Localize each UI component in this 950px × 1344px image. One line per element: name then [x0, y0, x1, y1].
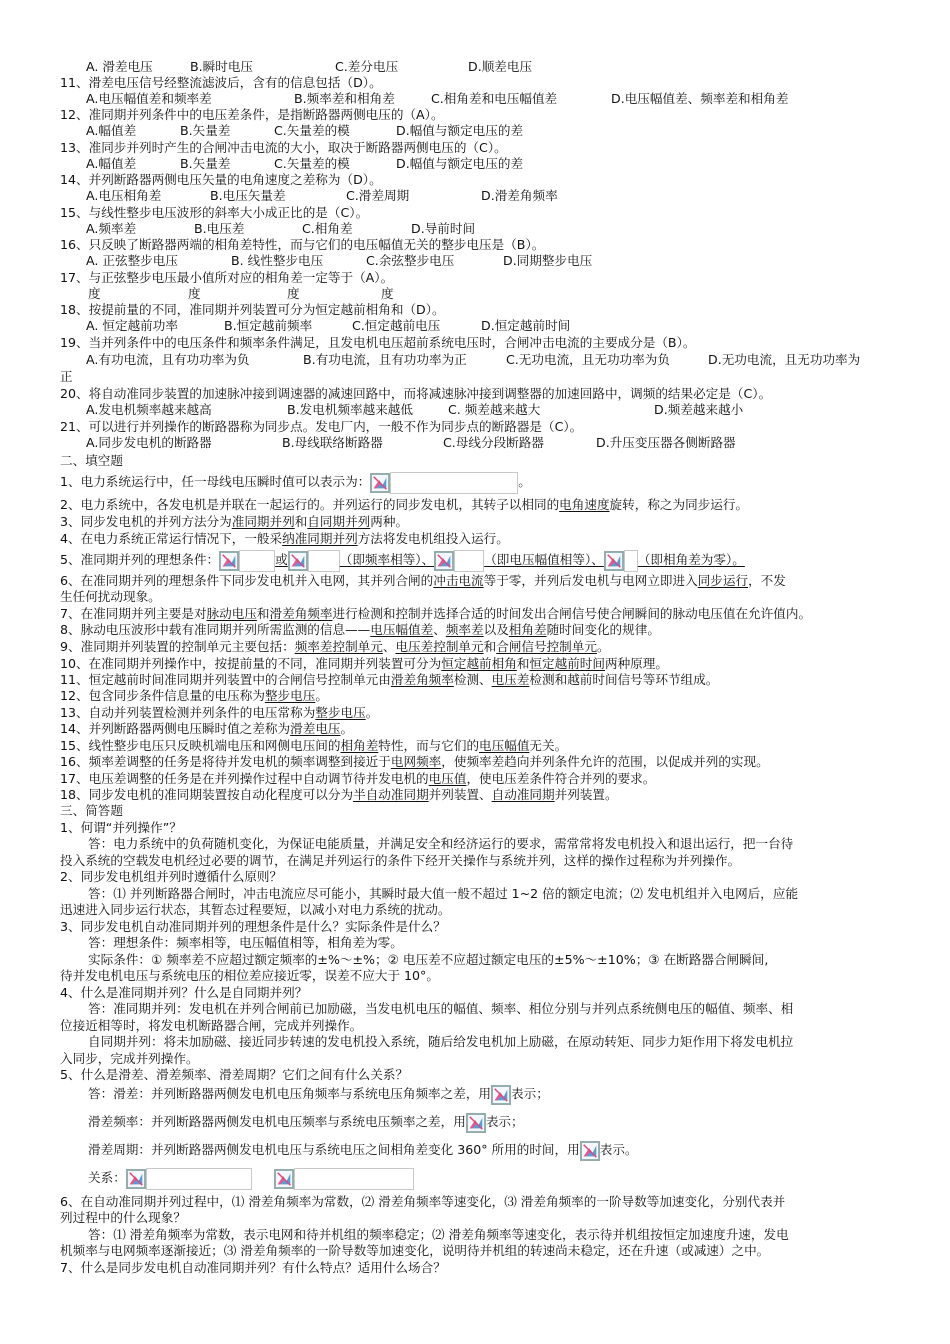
fill-3-answer-1: 准同期并列 [231, 514, 295, 529]
qa-5-relation: 关系： [88, 1164, 414, 1192]
q19-text: 19、当并列条件中的电压条件和频率条件满足，且发电机电压超前系统电压时，合闸冲击电流的主要成分是（B）。 [60, 335, 696, 350]
qa-5-answer-1: 答：滑差：并列断路器两侧发电机电压角频率与系统电压角频率之差，用 表示； [88, 1080, 549, 1108]
q17-option-c: 度 [287, 286, 300, 301]
fill-2: 2、电力系统中，各发电机是并联在一起运行的。并列运行的同步发电机，其转子以相同的电角速度旋转，称之为同步运行。 [60, 497, 749, 512]
q16-text: 16、只反映了断路器两端的相角差特性，而与它们的电压幅值无关的整步电压是（B）。 [60, 237, 545, 252]
q12-text: 12、准同期并列条件中的电压差条件，是指断路器两侧电压的（A）。 [60, 107, 444, 122]
qa-5-question: 5、什么是滑差、滑差频率、滑差周期？它们之间有什么关系？ [60, 1067, 409, 1082]
formula-box [308, 550, 340, 572]
q15-option-c: C.相角差 [302, 221, 353, 236]
broken-image-icon [274, 1169, 294, 1189]
q15-option-d: D.导前时间 [411, 221, 476, 236]
q13-option-a: A.幅值差 [86, 156, 137, 171]
q12-option-c: C.矢量差的模 [274, 123, 350, 138]
q10-option-b: B.瞬时电压 [190, 59, 254, 74]
q11-option-b: B.频率差和相角差 [294, 91, 395, 106]
q16-option-a: A. 正弦整步电压 [86, 253, 178, 268]
q16-option-c: C.余弦整步电压 [366, 253, 455, 268]
fill-5-answer-3: （即相角差为零）。 [637, 552, 745, 567]
q18-option-d: D.恒定越前时间 [481, 318, 571, 333]
fill-3-answer-2: 自同期并列 [307, 514, 371, 529]
qa-4-answer: 答：准同期并列：发电机在并列合闸前已加励磁，当发电机电压的幅值、频率、相位分别与并列点系统侧电压的幅值、频率、相 [88, 1001, 794, 1016]
qa-3-answer: 答：理想条件：频率相等，电压幅值相等，相角差为零。 [88, 935, 403, 950]
qa-4-question: 4、什么是准同期并列？什么是自同期并列？ [60, 985, 308, 1000]
q15-text: 15、与线性整步电压波形的斜率大小成正比的是（C）。 [60, 205, 369, 220]
q17-option-a: 度 [88, 286, 101, 301]
q13-option-c: C.矢量差的模 [274, 156, 350, 171]
fill-7-answer-1: 脉动电压 [206, 606, 257, 621]
fill-17: 17、电压差调整的任务是在并列操作过程中自动调节待并发电机的电压值，使电压差条件符合并列的要求。 [60, 771, 656, 786]
q18-option-c: C.恒定越前电压 [352, 318, 441, 333]
q11-option-d: D.电压幅值差、频率差和相角差 [611, 91, 789, 106]
fill-15: 15、线性整步电压只反映机端电压和网侧电压间的相角差特性，而与它们的电压幅值无关。 [60, 738, 568, 753]
fill-7: 7、在准同期并列主要是对脉动电压和滑差角频率进行检测和控制并选择合适的时间发出合闸信号使合闸瞬间的脉动电压值在允许值内。 [60, 606, 812, 621]
q20-option-c: C. 频差越来越大 [448, 402, 541, 417]
q20-text: 20、将自动准同步装置的加速脉冲接到调速器的减速回路中，而将减速脉冲接到调整器的加速回路中，调频的结果必定是（C）。 [60, 386, 772, 401]
q10-option-a: A. 滑差电压 [86, 59, 153, 74]
q20-option-b: B.发电机频率越来越低 [287, 402, 413, 417]
q20-option-a: A.发电机频率越来越高 [86, 402, 212, 417]
q19-option-d: D.无功电流，且无功功率为 [708, 352, 861, 367]
q20-option-d: D.频差越来越小 [654, 402, 744, 417]
fill-1-end: 。 [518, 474, 531, 489]
q17-option-d: 度 [381, 286, 394, 301]
q19-option-d-tail: 正 [60, 369, 73, 384]
q12-option-b: B.矢量差 [180, 123, 231, 138]
q14-option-a: A.电压相角差 [86, 188, 162, 203]
q21-option-b: B.母线联络断路器 [282, 435, 383, 450]
q17-text: 17、与正弦整步电压最小值所对应的相角差一定等于（A）。 [60, 270, 394, 285]
q13-text: 13、准同步并列时产生的合闸冲击电流的大小，取决于断路器两侧电压的（C）。 [60, 140, 507, 155]
q21-option-d: D.升压变压器各侧断路器 [596, 435, 736, 450]
fill-12: 12、包含同步条件信息量的电压称为整步电压。 [60, 688, 328, 703]
formula-box [146, 1168, 252, 1190]
fill-16: 16、频率差调整的任务是将待并发电机的频率调整到接近于电网频率，使频率差趋向并列条件允许的范围，以促成并列的实现。 [60, 754, 769, 769]
qa-6-answer: 答：⑴ 滑差角频率为常数，表示电网和待并机组的频率稳定；⑵ 滑差角频率等速变化，表示待并机组按恒定加速度升速，发电 [88, 1227, 789, 1242]
fill-18: 18、同步发电机的准同期装置按自动化程度可以分为半自动准同期并列装置、自动准同期并列装置。 [60, 787, 618, 802]
fill-1 [60, 470, 531, 494]
fill-13: 13、自动并列装置检测并列条件的电压常称为整步电压。 [60, 705, 379, 720]
broken-image-icon [491, 1085, 511, 1105]
q14-option-c: C.滑差周期 [346, 188, 410, 203]
q21-text: 21、可以进行并列操作的断路器称为同步点。发电厂内，一般不作为同步点的断路器是（C）。 [60, 419, 583, 434]
fill-3: 3、同步发电机的并列方法分为准同期并列和自同期并列两种。 [60, 514, 409, 529]
q19-option-c: C.无功电流，且无功功率为负 [506, 352, 670, 367]
q13-option-d: D.幅值与额定电压的差 [396, 156, 524, 171]
q10-option-c: C.差分电压 [335, 59, 399, 74]
q11-text: 11、滑差电压信号经整流滤波后，含有的信息包括（D）。 [60, 75, 382, 90]
qa-4-answer-4: 入同步，完成并列操作。 [60, 1051, 199, 1066]
q19-option-a: A.有功电流，且有功功率为负 [86, 352, 250, 367]
q13-option-b: B.矢量差 [180, 156, 231, 171]
qa-4-answer-3: 自同期并列：将未加励磁、接近同步转速的发电机投入系统，随后给发电机加上励磁，在原动转矩、同步力矩作用下将发电机拉 [88, 1034, 794, 1049]
q17-option-b: 度 [188, 286, 201, 301]
formula-box [294, 1168, 414, 1190]
formula-box [390, 472, 518, 494]
q11-option-a: A.电压幅值差和频率差 [86, 91, 212, 106]
q12-option-d: D.幅值与额定电压的差 [396, 123, 524, 138]
fill-10: 10、在准同期并列操作中，按提前量的不同，准同期并列装置可分为恒定越前相角和恒定越前时间两种原理。 [60, 656, 668, 671]
section-header-fill: 二、填空题 [60, 453, 123, 468]
broken-image-icon [466, 1113, 486, 1133]
q14-option-d: D.滑差角频率 [481, 188, 558, 203]
qa-3-answer-3: 待并发电机电压与系统电压的相位差应接近零，误差不应大于 10°。 [60, 968, 439, 983]
qa-5-answer-3: 滑差周期：并列断路器两侧发电机电压与系统电压之间相角差变化 360° 所用的时间，用 表示。 [88, 1136, 638, 1164]
q18-option-a: A. 恒定越前功率 [86, 318, 178, 333]
broken-image-icon [126, 1169, 146, 1189]
fill-4: 4、在电力系统正常运行情况下，一般采纳准同期并列方法将发电机组投入运行。 [60, 531, 509, 546]
fill-11: 11、恒定越前时间准同期并列装置中的合闸信号控制单元由滑差角频率检测、电压差检测和越前时间信号等环节组成。 [60, 672, 719, 687]
fill-4-answer: 纳准同期并列 [282, 531, 358, 546]
q15-option-a: A.频率差 [86, 221, 137, 236]
qa-7-question: 7、什么是同步发电机自动准同期并列？有什么特点？适用什么场合？ [60, 1260, 446, 1275]
qa-6-answer-cont: 机频率与电网频率逐渐接近；⑶ 滑差角频率的一阶导数等加速变化，说明待并机组的转速尚未稳定，还在升速（或减速）之中。 [60, 1243, 770, 1258]
fill-6: 6、在准同期并列的理想条件下同步发电机并入电网，其并列合闸的冲击电流等于零，并列后发电机与电网立即进入同步运行，不发 [60, 573, 786, 588]
fill-1-text: 1、电力系统运行中，任一母线电压瞬时值可以表示为： [60, 474, 371, 489]
broken-image-icon [580, 1141, 600, 1161]
qa-5-answer-2: 滑差频率：并列断路器两侧发电机电压频率与系统电压频率之差，用 表示； [88, 1108, 524, 1136]
fill-7-answer-2: 滑差角频率 [269, 606, 333, 621]
qa-3-answer-2: 实际条件：① 频率差不应超过额定频率的±%～±%；② 电压差不应超过额定电压的±5%～±10%；③ 在断路器合闸瞬间, [88, 952, 769, 967]
qa-3-question: 3、同步发电机自动准同期并列的理想条件是什么？实际条件是什么？ [60, 919, 446, 934]
qa-2-answer: 答：⑴ 并列断路器合闸时，冲击电流应尽可能小，其瞬时最大值一般不超过 1~2 倍的额定电流；⑵ 发电机组并入电网后，应能 [88, 886, 799, 901]
q14-option-b: B.电压矢量差 [210, 188, 286, 203]
q21-option-c: C.母线分段断路器 [443, 435, 544, 450]
fill-5: 5、准同期并列的理想条件： 或 （即频率相等）、 （即电压幅值相等）、 （即相角差为零）。 [60, 548, 745, 572]
fill-2-answer: 电角速度 [559, 497, 610, 512]
qa-6-question-cont: 列过程中的什么现象？ [60, 1210, 186, 1225]
q21-option-a: A.同步发电机的断路器 [86, 435, 212, 450]
formula-box [239, 550, 275, 572]
qa-4-answer-2: 位接近相等时，将发电机断路器合闸，完成并列操作。 [60, 1018, 363, 1033]
q14-text: 14、并列断路器两侧电压矢量的电角速度之差称为（D）。 [60, 172, 382, 187]
broken-image-icon [370, 473, 390, 493]
qa-2-question: 2、同步发电机组并列时遵循什么原则？ [60, 869, 283, 884]
q10-option-d: D.顺差电压 [468, 59, 533, 74]
qa-1-question: 1、何谓“并列操作”？ [60, 820, 182, 835]
qa-1-answer: 答：电力系统中的负荷随机变化，为保证电能质量，并满足安全和经济运行的要求，需常常将发电机投入和退出运行，把一台待 [88, 836, 794, 851]
fill-5-answer-2: （即电压幅值相等）、 [484, 552, 604, 567]
broken-image-icon [434, 551, 454, 571]
qa-1-answer-cont: 投入系统的空载发电机经过必要的调节，在满足并列运行的条件下经开关操作与系统并列，这样的操作过程称为并列操作。 [60, 853, 741, 868]
fill-6-answer-1: 冲击电流 [433, 573, 484, 588]
qa-6-question: 6、在自动准同期并列过程中，⑴ 滑差角频率为常数，⑵ 滑差角频率等速变化，⑶ 滑差角频率的一阶导数等加速变化，分别代表并 [60, 1194, 786, 1209]
fill-9: 9、准同期并列装置的控制单元主要包括：频率差控制单元、电压差控制单元和合闸信号控制单元。 [60, 639, 610, 654]
section-header-qa: 三、简答题 [60, 803, 123, 818]
fill-14: 14、并列断路器两侧电压瞬时值之差称为滑差电压。 [60, 721, 354, 736]
formula-box [624, 550, 638, 572]
qa-2-answer-cont: 迅速进入同步运行状态，其暂态过程要短，以减小对电力系统的扰动。 [60, 902, 451, 917]
q15-option-b: B.电压差 [194, 221, 245, 236]
broken-image-icon [219, 551, 239, 571]
q18-text: 18、按提前量的不同，准同期并列装置可分为恒定越前相角和（D）。 [60, 302, 445, 317]
q11-option-c: C.相角差和电压幅值差 [431, 91, 558, 106]
q16-option-b: B. 线性整步电压 [231, 253, 324, 268]
q18-option-b: B.恒定越前频率 [224, 318, 313, 333]
q16-option-d: D.同期整步电压 [503, 253, 593, 268]
fill-8: 8、脉动电压波形中载有准同期并列所需监测的信息——电压幅值差、频率差以及相角差随时间变化的规律。 [60, 622, 660, 637]
fill-6-cont: 生任何扰动现象。 [60, 589, 161, 604]
q12-option-a: A.幅值差 [86, 123, 137, 138]
q19-option-b: B.有功电流，且有功功率为正 [303, 352, 467, 367]
fill-5-answer-1: （即频率相等）、 [339, 552, 435, 567]
broken-image-icon [604, 551, 624, 571]
broken-image-icon [288, 551, 308, 571]
fill-6-answer-2: 同步运行 [697, 573, 749, 588]
formula-box [454, 550, 484, 572]
